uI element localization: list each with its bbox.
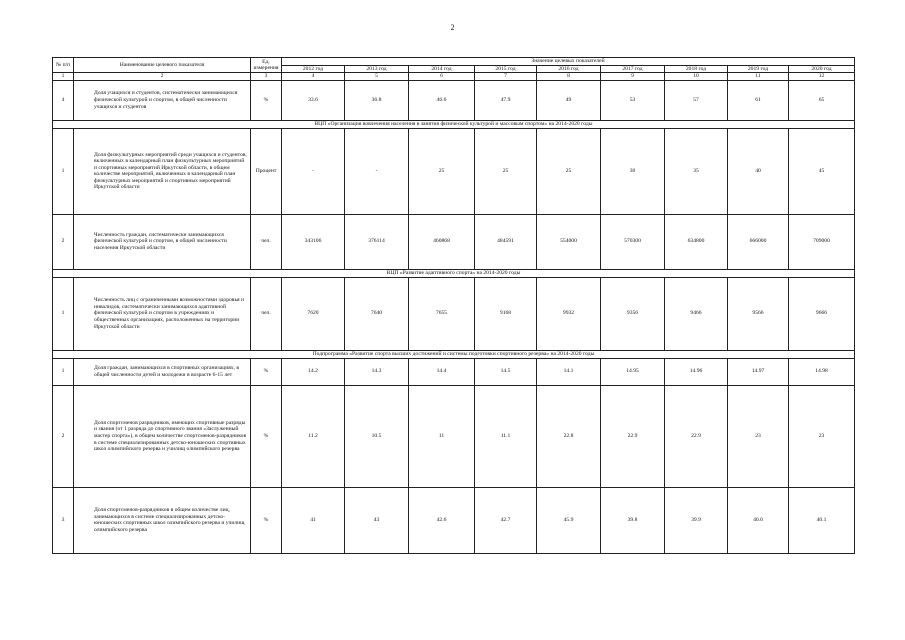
value-cell: 14.2	[282, 358, 345, 385]
value-cell: 53	[601, 80, 665, 120]
header-year: 2013 год	[345, 65, 409, 73]
unit-cell: %	[251, 358, 282, 385]
value-cell: 39.8	[601, 487, 665, 553]
section-title: ВЦП «Организация вовлечения населения в занятия физической культурой и массовым спортом» на 2014-2020 годы	[53, 120, 855, 128]
column-number: 5	[345, 73, 409, 81]
value-cell: 9168	[475, 277, 537, 350]
value-cell: 9566	[728, 277, 789, 350]
value-cell: 9466	[665, 277, 728, 350]
value-cell: 14.95	[601, 358, 665, 385]
column-number: 7	[475, 73, 537, 81]
value-cell: 570300	[601, 214, 665, 269]
row-number: 4	[53, 80, 74, 120]
value-cell: 49	[537, 80, 601, 120]
header-year: 2017 год	[601, 65, 665, 73]
value-cell: 11	[409, 385, 475, 487]
value-cell: 9356	[601, 277, 665, 350]
value-cell: 42.6	[409, 487, 475, 553]
indicator-name: Доля физкультурных мероприятий среди учащихся и студентов, включенных в календарный план физкультурных мероприятий и спортивных мероприятий Иркутской области, в общем количестве мероприятий, включенных в календарный план физкультурных мероприятий и спортивных мероприятий Иркутской области	[74, 128, 251, 214]
row-number: 1	[53, 128, 74, 214]
value-cell: 22.9	[601, 385, 665, 487]
value-cell: 484591	[475, 214, 537, 269]
table-row	[53, 214, 855, 269]
value-cell: 46.6	[409, 80, 475, 120]
section-title-row	[53, 120, 855, 128]
section-title: ВЦП «Развитие адаптивного спорта» на 2014-2020 годы	[53, 269, 855, 277]
row-number: 3	[53, 487, 74, 553]
value-cell: 22.8	[537, 385, 601, 487]
value-cell: 11.2	[282, 385, 345, 487]
value-cell: 14.3	[345, 358, 409, 385]
section-title: Подпрограмма «Развитие спорта высших достижений и системы подготовки спортивного резерва» на 2014-2020 годы	[53, 350, 855, 358]
column-number: 8	[537, 73, 601, 81]
value-cell: 33.6	[282, 80, 345, 120]
value-cell: 376114	[345, 214, 409, 269]
table-row	[53, 358, 855, 385]
header-num: № п/п	[53, 58, 74, 73]
value-cell: 45.9	[537, 487, 601, 553]
value-cell: 45	[789, 128, 855, 214]
indicator-name: Доля спортсменов разрядников, имеющих спортивные разряды и звания (от 1 разряда до спортивного звания «Заслуженный мастер спорта»), в общем количестве спортсменов-разрядников в системе специализированных детско-юношеских спортивных школ олимпийского резерва и училищ олимпийского резерва	[74, 385, 251, 487]
row-number: 2	[53, 385, 74, 487]
value-cell: 40.0	[728, 487, 789, 553]
column-number: 6	[409, 73, 475, 81]
value-cell: -	[345, 128, 409, 214]
table-row	[53, 385, 855, 487]
value-cell: 11.1	[475, 385, 537, 487]
indicator-name: Численность лиц с ограниченными возможностями здоровья и инвалидов, систематически занимающихся адаптивной физической культурой и спортом в учреждениях и общественных организациях, расположенных на территории Иркутской области	[74, 277, 251, 350]
header-year: 2020 год	[789, 65, 855, 73]
row-number: 1	[53, 277, 74, 350]
value-cell: 25	[475, 128, 537, 214]
value-cell: 14.97	[728, 358, 789, 385]
value-cell: 41	[282, 487, 345, 553]
indicators-table-body	[53, 58, 855, 554]
value-cell: 25	[537, 128, 601, 214]
unit-cell: чел.	[251, 277, 282, 350]
indicator-name: Доля учащихся и студентов, систематически занимающихся физической культурой и спортом, в общей численности учащихся и студентов	[74, 80, 251, 120]
value-cell: 25	[409, 128, 475, 214]
value-cell: 61	[728, 80, 789, 120]
header-values-group: Значение целевых показателей	[282, 58, 855, 66]
header-year: 2018 год	[665, 65, 728, 73]
indicators-table	[52, 57, 855, 554]
value-cell: 9666	[789, 277, 855, 350]
column-number: 2	[74, 73, 251, 81]
table-row	[53, 277, 855, 350]
value-cell: 14.98	[789, 358, 855, 385]
unit-cell: %	[251, 80, 282, 120]
value-cell: 7620	[282, 277, 345, 350]
value-cell: 65	[789, 80, 855, 120]
header-unit: Ед. измерения	[251, 58, 282, 73]
value-cell: 460868	[409, 214, 475, 269]
value-cell: -	[282, 128, 345, 214]
value-cell: 43	[345, 487, 409, 553]
column-number: 3	[251, 73, 282, 81]
value-cell: 35	[665, 128, 728, 214]
unit-cell: %	[251, 385, 282, 487]
indicator-name: Доля граждан, занимающихся в спортивных организациях, в общей численности детей и молодежи в возрасте 6-15 лет	[74, 358, 251, 385]
section-title-row	[53, 350, 855, 358]
value-cell: 40	[728, 128, 789, 214]
unit-cell: чел.	[251, 214, 282, 269]
value-cell: 709000	[789, 214, 855, 269]
header-year: 2014 год	[409, 65, 475, 73]
table-row	[53, 80, 855, 120]
indicator-name: Численность граждан, систематически занимающихся физической культурой и спортом, в общей численности населения Иркутской области	[74, 214, 251, 269]
value-cell: 7655	[409, 277, 475, 350]
column-number: 10	[665, 73, 728, 81]
section-title-row	[53, 269, 855, 277]
value-cell: 36.8	[345, 80, 409, 120]
header-year: 2012 год	[282, 65, 345, 73]
column-number: 1	[53, 73, 74, 81]
value-cell: 14.96	[665, 358, 728, 385]
header-year: 2016 год	[537, 65, 601, 73]
value-cell: 14.4	[409, 358, 475, 385]
value-cell: 39.9	[665, 487, 728, 553]
value-cell: 634800	[665, 214, 728, 269]
value-cell: 30	[601, 128, 665, 214]
table-row	[53, 487, 855, 553]
value-cell: 343106	[282, 214, 345, 269]
unit-cell: %	[251, 487, 282, 553]
value-cell: 7640	[345, 277, 409, 350]
value-cell: 9932	[537, 277, 601, 350]
value-cell: 42.7	[475, 487, 537, 553]
value-cell: 666000	[728, 214, 789, 269]
value-cell: 14.1	[537, 358, 601, 385]
value-cell: 23	[789, 385, 855, 487]
unit-cell: Процент	[251, 128, 282, 214]
header-name: Наименование целевого показателя	[74, 58, 251, 73]
value-cell: 22.9	[665, 385, 728, 487]
value-cell: 40.1	[789, 487, 855, 553]
column-numbers-row	[53, 73, 855, 81]
indicator-name: Доля спортсменов-разрядников в общем количестве лиц, занимающихся в системе специализированных детско-юношеских спортивных школ олимпийского резерва и училищ олимпийского резерва	[74, 487, 251, 553]
value-cell: 23	[728, 385, 789, 487]
column-number: 4	[282, 73, 345, 81]
header-year: 2019 год	[728, 65, 789, 73]
header-row	[53, 58, 855, 66]
value-cell: 57	[665, 80, 728, 120]
column-number: 9	[601, 73, 665, 81]
column-number: 12	[789, 73, 855, 81]
row-number: 1	[53, 358, 74, 385]
row-number: 2	[53, 214, 74, 269]
page-number: 2	[450, 23, 455, 32]
value-cell: 47.9	[475, 80, 537, 120]
value-cell: 10.5	[345, 385, 409, 487]
table-row	[53, 128, 855, 214]
value-cell: 14.5	[475, 358, 537, 385]
value-cell: 554000	[537, 214, 601, 269]
column-number: 11	[728, 73, 789, 81]
header-year: 2015 год	[475, 65, 537, 73]
